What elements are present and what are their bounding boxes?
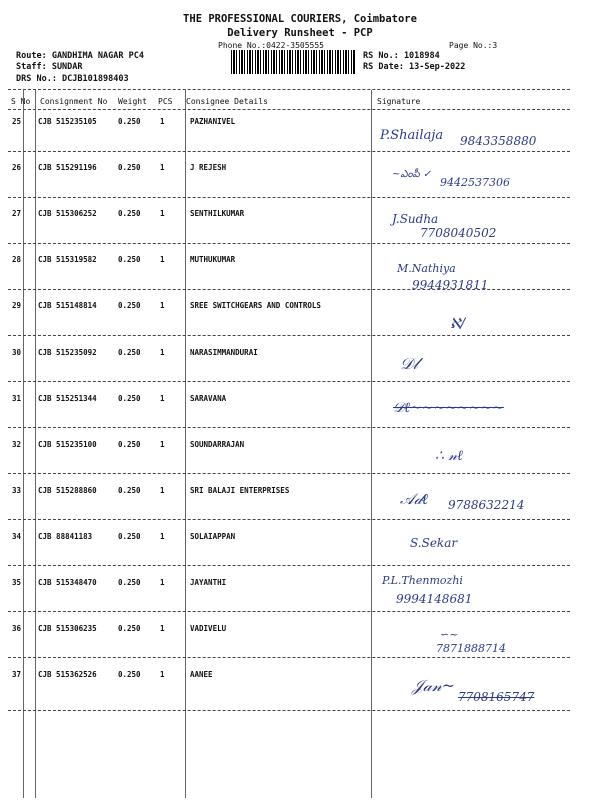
signature-name: M.Nathiya <box>397 262 456 275</box>
phone-number: Phone No.:0422-3505555 <box>218 41 324 50</box>
row-consignee: SARAVANA <box>190 394 227 403</box>
row-sno: 26 <box>12 163 22 172</box>
table-row <box>0 348 600 394</box>
row-pcs: 1 <box>160 578 165 587</box>
table-row <box>0 440 600 486</box>
col-header-pcs: PCS <box>158 97 173 106</box>
signature-scribble: ∽~ <box>440 628 459 641</box>
row-separator <box>8 151 570 152</box>
drs-number: DRS No.: DCJB101898403 <box>16 74 129 84</box>
row-sno: 32 <box>12 440 22 449</box>
staff-label: Staff: SUNDAR <box>16 62 83 72</box>
row-pcs: 1 <box>160 163 165 172</box>
row-separator <box>8 657 570 658</box>
row-consignment: CJB 515251344 <box>38 394 97 403</box>
row-weight: 0.250 <box>118 486 141 495</box>
signature-phone: 9944931811 <box>412 278 489 292</box>
signature-phone: 7708165747 <box>458 690 535 704</box>
signature-name: S.Sekar <box>410 536 458 550</box>
signature-phone: 7708040502 <box>420 226 497 240</box>
signature-phone: 9788632214 <box>448 498 525 512</box>
row-consignment: CJB 515291196 <box>38 163 97 172</box>
row-weight: 0.250 <box>118 117 141 126</box>
row-pcs: 1 <box>160 670 165 679</box>
row-sno: 25 <box>12 117 22 126</box>
row-sno: 31 <box>12 394 22 403</box>
row-consignee: AANEE <box>190 670 213 679</box>
row-pcs: 1 <box>160 301 165 310</box>
row-consignee: SENTHILKUMAR <box>190 209 245 218</box>
header-top-rule <box>8 89 570 90</box>
col-header-sno: S No <box>11 97 31 106</box>
row-consignment: CJB 515235100 <box>38 440 97 449</box>
row-pcs: 1 <box>160 117 165 126</box>
rs-number: RS No.: 1018984 <box>363 51 440 61</box>
row-consignee: NARASIMMANDURAI <box>190 348 258 357</box>
row-pcs: 1 <box>160 394 165 403</box>
row-weight: 0.250 <box>118 624 141 633</box>
row-consignment: CJB 515235105 <box>38 117 97 126</box>
row-pcs: 1 <box>160 255 165 264</box>
row-weight: 0.250 <box>118 578 141 587</box>
table-row <box>0 255 600 301</box>
row-separator <box>8 611 570 612</box>
row-weight: 0.250 <box>118 670 141 679</box>
signature-scribble: 𝒟ℓ~∼∼∼∼∼∼∼ <box>393 400 504 416</box>
row-pcs: 1 <box>160 532 165 541</box>
row-consignment: CJB 515288860 <box>38 486 97 495</box>
row-pcs: 1 <box>160 624 165 633</box>
company-title: THE PROFESSIONAL COURIERS, Coimbatore <box>183 13 417 25</box>
runsheet-subtitle: Delivery Runsheet - PCP <box>227 27 373 39</box>
row-consignee: SOUNDARRAJAN <box>190 440 245 449</box>
row-consignment: CJB 515306235 <box>38 624 97 633</box>
row-pcs: 1 <box>160 209 165 218</box>
table-row <box>0 578 600 624</box>
signature-phone: 9442537306 <box>440 176 510 189</box>
row-consignee: JAYANTHI <box>190 578 227 587</box>
table-row <box>0 209 600 255</box>
row-consignee: J REJESH <box>190 163 227 172</box>
signature-scribble: 𝒟𝓁 <box>400 354 419 373</box>
row-consignment: CJB 515148814 <box>38 301 97 310</box>
row-consignment: CJB 515319582 <box>38 255 97 264</box>
signature-scribble: ~ఎంపీ ✓ <box>392 169 432 180</box>
table-row <box>0 301 600 347</box>
row-sno: 37 <box>12 670 22 679</box>
table-row <box>0 624 600 670</box>
signature-phone: 9843358880 <box>460 134 537 148</box>
table-row <box>0 532 600 578</box>
row-sno: 27 <box>12 209 22 218</box>
row-weight: 0.250 <box>118 255 141 264</box>
row-weight: 0.250 <box>118 394 141 403</box>
row-consignee: MUTHUKUMAR <box>190 255 236 264</box>
row-sno: 36 <box>12 624 22 633</box>
row-consignment: CJB 515362526 <box>38 670 97 679</box>
row-sno: 35 <box>12 578 22 587</box>
signature-scribble: 𝒥𝒶𝓃~ <box>412 676 456 695</box>
row-pcs: 1 <box>160 440 165 449</box>
route-label: Route: GANDHIMA NAGAR PC4 <box>16 51 144 61</box>
row-separator <box>8 710 570 711</box>
row-weight: 0.250 <box>118 440 141 449</box>
col-header-consignment: Consignment No <box>40 97 108 106</box>
signature-phone: 9994148681 <box>396 592 473 606</box>
signature-scribble: ℵ/ <box>450 316 466 332</box>
row-weight: 0.250 <box>118 163 141 172</box>
col-header-consignee: Consignee Details <box>186 97 268 106</box>
rs-date: RS Date: 13-Sep-2022 <box>363 62 466 72</box>
signature-phone: 7871888714 <box>436 642 506 655</box>
row-pcs: 1 <box>160 348 165 357</box>
row-sno: 28 <box>12 255 22 264</box>
row-weight: 0.250 <box>118 532 141 541</box>
row-separator <box>8 519 570 520</box>
row-sno: 34 <box>12 532 22 541</box>
row-separator <box>8 381 570 382</box>
row-separator <box>8 335 570 336</box>
row-pcs: 1 <box>160 486 165 495</box>
row-weight: 0.250 <box>118 209 141 218</box>
signature-name: J.Sudha <box>392 212 439 226</box>
row-separator <box>8 565 570 566</box>
row-weight: 0.250 <box>118 348 141 357</box>
row-sno: 30 <box>12 348 22 357</box>
row-consignee: VADIVELU <box>190 624 227 633</box>
col-header-signature: Signature <box>377 97 421 106</box>
row-separator <box>8 473 570 474</box>
row-separator <box>8 197 570 198</box>
row-sno: 29 <box>12 301 22 310</box>
row-separator <box>8 243 570 244</box>
page-number: Page No.:3 <box>449 41 498 50</box>
signature-scribble: 𝒜𝒹ℓ <box>400 490 429 508</box>
row-weight: 0.250 <box>118 301 141 310</box>
row-consignee: SOLAIAPPAN <box>190 532 236 541</box>
row-consignment: CJB 88841183 <box>38 532 93 541</box>
header-bottom-rule <box>8 109 570 110</box>
row-consignee: PAZHANIVEL <box>190 117 236 126</box>
barcode-image <box>231 50 355 74</box>
row-consignee: SREE SWITCHGEARS AND CONTROLS <box>190 301 321 310</box>
table-row <box>0 163 600 209</box>
signature-name: P.L.Thenmozhi <box>382 574 463 587</box>
row-sno: 33 <box>12 486 22 495</box>
row-separator <box>8 427 570 428</box>
col-header-weight: Weight <box>118 97 147 106</box>
signature-name: P.Shailaja <box>380 128 444 143</box>
row-consignment: CJB 515348470 <box>38 578 97 587</box>
table-row <box>0 394 600 440</box>
row-consignment: CJB 515306252 <box>38 209 97 218</box>
row-consignee: SRI BALAJI ENTERPRISES <box>190 486 290 495</box>
row-consignment: CJB 515235092 <box>38 348 97 357</box>
signature-scribble: ∴ 𝓃ℓ <box>435 448 463 464</box>
